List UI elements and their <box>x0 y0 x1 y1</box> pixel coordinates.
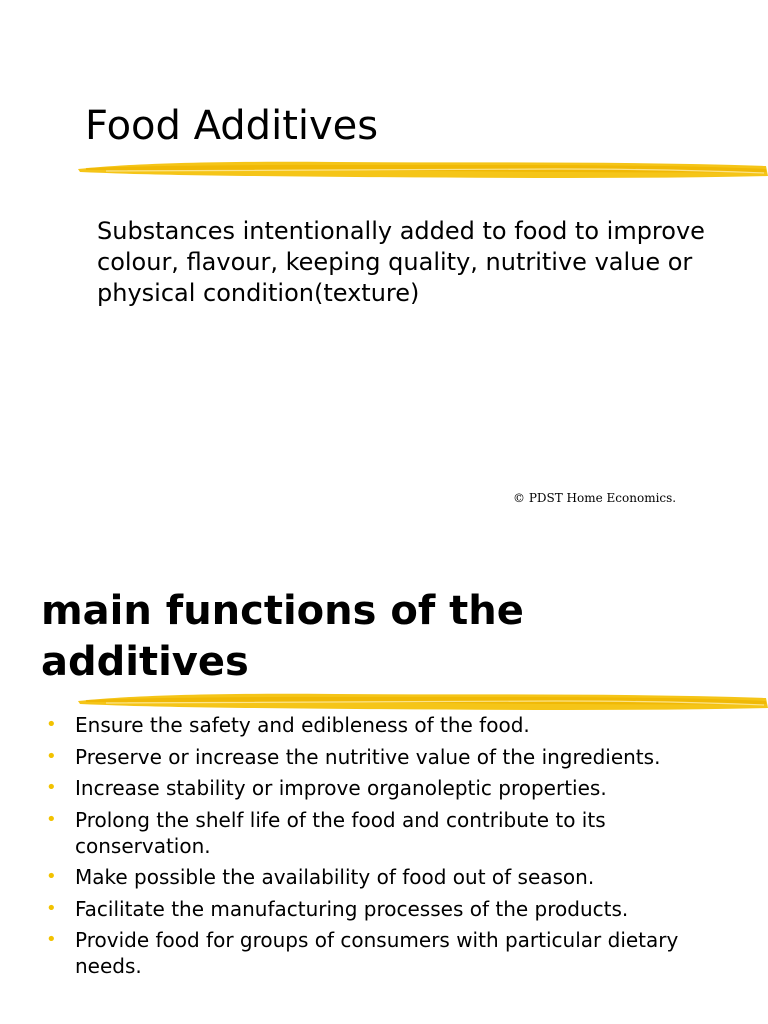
bullet-dot-icon: • <box>46 897 57 919</box>
definition-text: Substances intentionally added to food to improve colour, flavour, keeping quality, nutritive value or physical condition(texture) <box>97 217 705 307</box>
list-item <box>46 712 746 738</box>
copyright-footer: © PDST Home Economics. <box>513 491 677 505</box>
list-item-text: Provide food for groups of consumers with particular dietary needs. <box>75 928 679 978</box>
functions-list <box>46 712 746 985</box>
list-item <box>46 896 746 922</box>
bullet-dot-icon: • <box>46 866 57 887</box>
list-item-text: Preserve or increase the nutritive value of the ingredients. <box>75 744 661 769</box>
bullet-dot-icon: • <box>46 808 57 830</box>
list-item-text: Increase stability or improve organoleptic properties. <box>75 776 607 800</box>
list-item <box>46 775 746 801</box>
list-item <box>46 807 746 859</box>
bullet-dot-icon: • <box>46 745 57 767</box>
list-item-text: Ensure the safety and edibleness of the food. <box>75 713 530 737</box>
list-item <box>46 864 746 890</box>
yellow-brush-stroke-icon <box>76 157 768 183</box>
slide-2-title: main functions of the additives <box>41 588 524 685</box>
list-item-text: Make possible the availability of food out of season. <box>75 865 595 889</box>
list-item-text: Prolong the shelf life of the food and contribute to its conservation. <box>75 807 606 858</box>
bullet-dot-icon: • <box>46 929 57 950</box>
bullet-dot-icon: • <box>46 777 57 798</box>
list-item <box>46 927 746 979</box>
list-item-text: Facilitate the manufacturing processes of the products. <box>75 896 629 921</box>
list-item <box>46 744 746 770</box>
slide-title: Food Additives <box>85 103 379 149</box>
bullet-dot-icon: • <box>46 714 57 735</box>
